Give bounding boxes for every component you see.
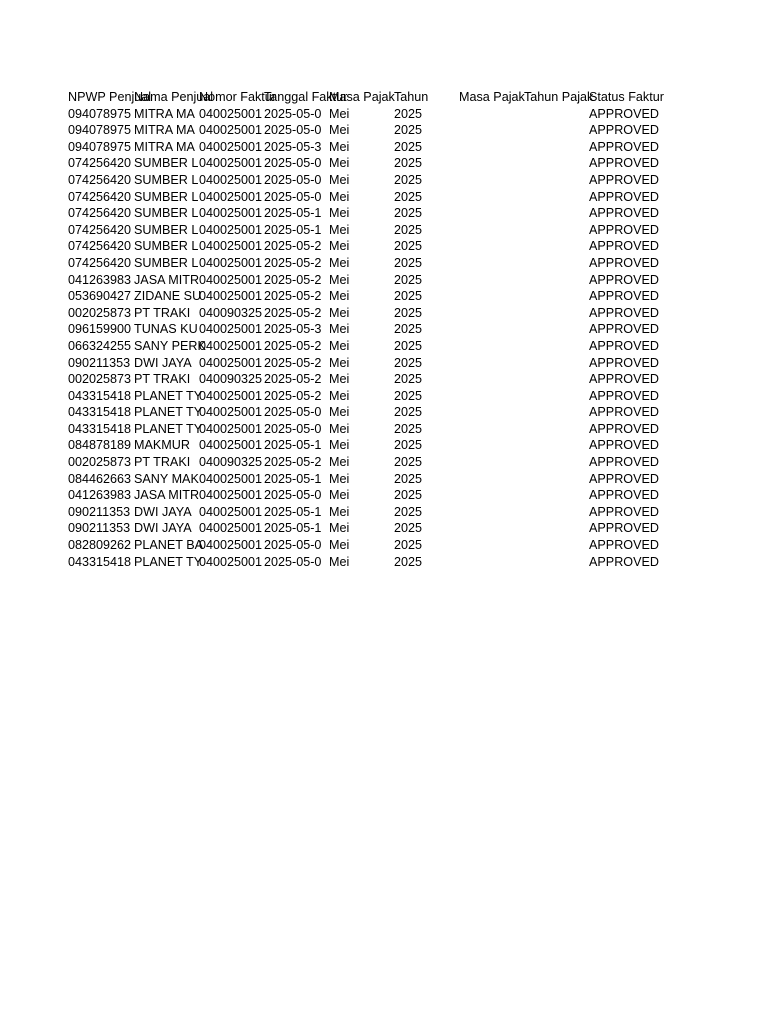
cell-nomor-faktur[interactable]: 040025001 (199, 488, 263, 503)
cell-tahun[interactable]: 2025 (394, 421, 423, 436)
cell-nama-penjual[interactable]: DWI JAYA (134, 355, 192, 370)
cell-npwp-penjual[interactable]: 043315418 (68, 421, 132, 436)
cell-status-faktur[interactable]: APPROVED (589, 222, 659, 237)
cell-status-faktur[interactable]: APPROVED (589, 123, 659, 138)
cell-status-faktur[interactable]: APPROVED (589, 471, 659, 486)
cell-nama-penjual[interactable]: SUMBER L (134, 206, 199, 221)
cell-npwp-penjual[interactable]: 002025873 (68, 305, 132, 320)
cell-status-faktur[interactable]: APPROVED (589, 206, 659, 221)
cell-nama-penjual[interactable]: SUMBER L (134, 255, 199, 270)
cell-tahun[interactable]: 2025 (394, 538, 423, 553)
header-nama-penjual[interactable]: Nama Penjual (134, 90, 214, 104)
cell-npwp-penjual[interactable]: 096159900 (68, 322, 132, 337)
cell-tahun[interactable]: 2025 (394, 206, 423, 221)
cell-nama-penjual[interactable]: MAKMUR (134, 438, 190, 453)
cell-status-faktur[interactable]: APPROVED (589, 106, 659, 121)
cell-status-faktur[interactable]: APPROVED (589, 156, 659, 171)
cell-npwp-penjual[interactable]: 002025873 (68, 372, 132, 387)
cell-tahun[interactable]: 2025 (394, 305, 423, 320)
cell-nomor-faktur[interactable]: 040025001 (199, 538, 263, 553)
cell-tahun[interactable]: 2025 (394, 322, 423, 337)
cell-status-faktur[interactable]: APPROVED (589, 239, 659, 254)
cell-nama-penjual[interactable]: DWI JAYA (134, 521, 192, 536)
cell-masa-pajak[interactable]: Mei (329, 206, 350, 221)
cell-nama-penjual[interactable]: MITRA MA (134, 123, 195, 138)
cell-npwp-penjual[interactable]: 090211353 (68, 355, 131, 370)
cell-npwp-penjual[interactable]: 074256420 (68, 222, 132, 237)
cell-nomor-faktur[interactable]: 040025001 (199, 222, 263, 237)
cell-status-faktur[interactable]: APPROVED (589, 538, 659, 553)
cell-tanggal-faktur[interactable]: 2025-05-2 (264, 239, 322, 254)
cell-masa-pajak[interactable]: Mei (329, 322, 350, 337)
cell-masa-pajak[interactable]: Mei (329, 272, 350, 287)
cell-nomor-faktur[interactable]: 040025001 (199, 355, 263, 370)
cell-tahun[interactable]: 2025 (394, 139, 423, 154)
cell-tanggal-faktur[interactable]: 2025-05-0 (264, 538, 322, 553)
cell-tanggal-faktur[interactable]: 2025-05-2 (264, 289, 322, 304)
cell-npwp-penjual[interactable]: 041263983 (68, 488, 132, 503)
cell-tahun[interactable]: 2025 (394, 222, 423, 237)
cell-tahun[interactable]: 2025 (394, 338, 423, 353)
cell-tahun[interactable]: 2025 (394, 388, 423, 403)
cell-masa-pajak[interactable]: Mei (329, 488, 350, 503)
cell-status-faktur[interactable]: APPROVED (589, 388, 659, 403)
cell-tahun[interactable]: 2025 (394, 156, 423, 171)
cell-npwp-penjual[interactable]: 066324255 (68, 338, 132, 353)
header-masa-pajak-2[interactable]: Masa Pajak (459, 90, 525, 104)
cell-nomor-faktur[interactable]: 040025001 (199, 471, 263, 486)
cell-masa-pajak[interactable]: Mei (329, 222, 350, 237)
cell-status-faktur[interactable]: APPROVED (589, 504, 659, 519)
cell-npwp-penjual[interactable]: 094078975 (68, 106, 132, 121)
header-tanggal-faktur[interactable]: Tanggal Faktur (264, 90, 348, 104)
header-nomor-faktur[interactable]: Nomor Faktur (199, 90, 276, 104)
cell-masa-pajak[interactable]: Mei (329, 438, 350, 453)
cell-npwp-penjual[interactable]: 074256420 (68, 239, 132, 254)
cell-tahun[interactable]: 2025 (394, 289, 423, 304)
cell-nama-penjual[interactable]: PT TRAKI (134, 455, 191, 470)
cell-tanggal-faktur[interactable]: 2025-05-0 (264, 106, 322, 121)
cell-tanggal-faktur[interactable]: 2025-05-2 (264, 338, 322, 353)
cell-tahun[interactable]: 2025 (394, 239, 423, 254)
cell-status-faktur[interactable]: APPROVED (589, 355, 659, 370)
cell-nomor-faktur[interactable]: 040025001 (199, 438, 263, 453)
cell-status-faktur[interactable]: APPROVED (589, 455, 659, 470)
header-status-faktur[interactable]: Status Faktur (589, 90, 664, 104)
cell-tanggal-faktur[interactable]: 2025-05-1 (264, 521, 322, 536)
cell-nama-penjual[interactable]: SANY PERK (134, 338, 206, 353)
cell-npwp-penjual[interactable]: 094078975 (68, 123, 132, 138)
cell-status-faktur[interactable]: APPROVED (589, 189, 659, 204)
cell-nomor-faktur[interactable]: 040025001 (199, 206, 263, 221)
cell-status-faktur[interactable]: APPROVED (589, 372, 659, 387)
cell-npwp-penjual[interactable]: 043315418 (68, 554, 132, 569)
cell-nomor-faktur[interactable]: 040025001 (199, 504, 263, 519)
cell-masa-pajak[interactable]: Mei (329, 521, 350, 536)
cell-npwp-penjual[interactable]: 074256420 (68, 206, 132, 221)
cell-masa-pajak[interactable]: Mei (329, 538, 350, 553)
cell-tanggal-faktur[interactable]: 2025-05-1 (264, 206, 322, 221)
cell-masa-pajak[interactable]: Mei (329, 471, 350, 486)
cell-nomor-faktur[interactable]: 040025001 (199, 421, 263, 436)
cell-tanggal-faktur[interactable]: 2025-05-2 (264, 455, 322, 470)
cell-tanggal-faktur[interactable]: 2025-05-0 (264, 488, 322, 503)
cell-npwp-penjual[interactable]: 041263983 (68, 272, 132, 287)
cell-nomor-faktur[interactable]: 040025001 (199, 322, 263, 337)
cell-nama-penjual[interactable]: JASA MITR (134, 488, 200, 503)
cell-tanggal-faktur[interactable]: 2025-05-1 (264, 222, 322, 237)
cell-nama-penjual[interactable]: MITRA MA (134, 106, 195, 121)
cell-nomor-faktur[interactable]: 040025001 (199, 239, 263, 254)
cell-masa-pajak[interactable]: Mei (329, 289, 350, 304)
cell-status-faktur[interactable]: APPROVED (589, 554, 659, 569)
cell-tahun[interactable]: 2025 (394, 123, 423, 138)
cell-npwp-penjual[interactable]: 084462663 (68, 471, 132, 486)
cell-nomor-faktur[interactable]: 040090325 (199, 372, 263, 387)
cell-nama-penjual[interactable]: JASA MITR (134, 272, 200, 287)
cell-npwp-penjual[interactable]: 094078975 (68, 139, 132, 154)
cell-tanggal-faktur[interactable]: 2025-05-0 (264, 172, 322, 187)
cell-tahun[interactable]: 2025 (394, 405, 423, 420)
cell-tahun[interactable]: 2025 (394, 355, 423, 370)
cell-masa-pajak[interactable]: Mei (329, 123, 350, 138)
cell-tahun[interactable]: 2025 (394, 372, 423, 387)
cell-npwp-penjual[interactable]: 074256420 (68, 189, 132, 204)
cell-nomor-faktur[interactable]: 040025001 (199, 272, 263, 287)
cell-tahun[interactable]: 2025 (394, 554, 423, 569)
cell-masa-pajak[interactable]: Mei (329, 156, 350, 171)
cell-npwp-penjual[interactable]: 090211353 (68, 504, 131, 519)
cell-nomor-faktur[interactable]: 040025001 (199, 156, 263, 171)
cell-masa-pajak[interactable]: Mei (329, 504, 350, 519)
cell-tanggal-faktur[interactable]: 2025-05-2 (264, 372, 322, 387)
cell-status-faktur[interactable]: APPROVED (589, 322, 659, 337)
cell-nama-penjual[interactable]: PLANET TY (134, 554, 203, 569)
cell-tanggal-faktur[interactable]: 2025-05-0 (264, 421, 322, 436)
cell-tanggal-faktur[interactable]: 2025-05-0 (264, 405, 322, 420)
cell-tanggal-faktur[interactable]: 2025-05-0 (264, 554, 322, 569)
cell-status-faktur[interactable]: APPROVED (589, 255, 659, 270)
cell-masa-pajak[interactable]: Mei (329, 421, 350, 436)
cell-tahun[interactable]: 2025 (394, 521, 423, 536)
cell-nama-penjual[interactable]: PLANET TY (134, 405, 203, 420)
cell-nama-penjual[interactable]: PLANET BA (134, 538, 204, 553)
cell-masa-pajak[interactable]: Mei (329, 255, 350, 270)
cell-nama-penjual[interactable]: PT TRAKI (134, 305, 191, 320)
cell-nama-penjual[interactable]: SUMBER L (134, 222, 199, 237)
cell-masa-pajak[interactable]: Mei (329, 106, 350, 121)
header-tahun-pajak[interactable]: Tahun Pajak (524, 90, 594, 104)
cell-nama-penjual[interactable]: SUMBER L (134, 189, 199, 204)
cell-status-faktur[interactable]: APPROVED (589, 289, 659, 304)
cell-masa-pajak[interactable]: Mei (329, 388, 350, 403)
cell-masa-pajak[interactable]: Mei (329, 172, 350, 187)
cell-tanggal-faktur[interactable]: 2025-05-2 (264, 255, 322, 270)
cell-nomor-faktur[interactable]: 040025001 (199, 289, 263, 304)
cell-status-faktur[interactable]: APPROVED (589, 488, 659, 503)
cell-status-faktur[interactable]: APPROVED (589, 521, 659, 536)
cell-tanggal-faktur[interactable]: 2025-05-1 (264, 438, 322, 453)
cell-status-faktur[interactable]: APPROVED (589, 338, 659, 353)
cell-tanggal-faktur[interactable]: 2025-05-2 (264, 272, 322, 287)
cell-npwp-penjual[interactable]: 082809262 (68, 538, 132, 553)
cell-tahun[interactable]: 2025 (394, 488, 423, 503)
cell-status-faktur[interactable]: APPROVED (589, 438, 659, 453)
cell-nama-penjual[interactable]: SUMBER L (134, 156, 199, 171)
cell-tanggal-faktur[interactable]: 2025-05-0 (264, 189, 322, 204)
cell-nama-penjual[interactable]: DWI JAYA (134, 504, 192, 519)
cell-status-faktur[interactable]: APPROVED (589, 172, 659, 187)
cell-nomor-faktur[interactable]: 040025001 (199, 338, 263, 353)
cell-tahun[interactable]: 2025 (394, 438, 423, 453)
cell-npwp-penjual[interactable]: 002025873 (68, 455, 132, 470)
cell-tahun[interactable]: 2025 (394, 255, 423, 270)
cell-nomor-faktur[interactable]: 040025001 (199, 405, 263, 420)
cell-nomor-faktur[interactable]: 040025001 (199, 106, 263, 121)
cell-masa-pajak[interactable]: Mei (329, 338, 350, 353)
cell-nama-penjual[interactable]: SUMBER L (134, 172, 199, 187)
cell-masa-pajak[interactable]: Mei (329, 455, 350, 470)
cell-tahun[interactable]: 2025 (394, 455, 423, 470)
cell-tanggal-faktur[interactable]: 2025-05-1 (264, 471, 322, 486)
cell-nama-penjual[interactable]: MITRA MA (134, 139, 195, 154)
cell-tanggal-faktur[interactable]: 2025-05-2 (264, 355, 322, 370)
cell-tanggal-faktur[interactable]: 2025-05-1 (264, 504, 322, 519)
cell-npwp-penjual[interactable]: 074256420 (68, 156, 132, 171)
cell-masa-pajak[interactable]: Mei (329, 139, 350, 154)
cell-nomor-faktur[interactable]: 040090325 (199, 455, 263, 470)
cell-masa-pajak[interactable]: Mei (329, 405, 350, 420)
cell-tahun[interactable]: 2025 (394, 272, 423, 287)
cell-masa-pajak[interactable]: Mei (329, 355, 350, 370)
cell-status-faktur[interactable]: APPROVED (589, 405, 659, 420)
cell-tanggal-faktur[interactable]: 2025-05-2 (264, 305, 322, 320)
cell-tanggal-faktur[interactable]: 2025-05-3 (264, 139, 322, 154)
cell-nomor-faktur[interactable]: 040025001 (199, 189, 263, 204)
cell-masa-pajak[interactable]: Mei (329, 305, 350, 320)
cell-nama-penjual[interactable]: PLANET TY (134, 388, 203, 403)
cell-npwp-penjual[interactable]: 053690427 (68, 289, 132, 304)
cell-nama-penjual[interactable]: PLANET TY (134, 421, 203, 436)
cell-tahun[interactable]: 2025 (394, 172, 423, 187)
cell-npwp-penjual[interactable]: 043315418 (68, 405, 132, 420)
cell-nomor-faktur[interactable]: 040025001 (199, 554, 263, 569)
cell-nomor-faktur[interactable]: 040025001 (199, 521, 263, 536)
cell-tanggal-faktur[interactable]: 2025-05-3 (264, 322, 322, 337)
cell-nama-penjual[interactable]: SANY MAK (134, 471, 199, 486)
cell-npwp-penjual[interactable]: 043315418 (68, 388, 132, 403)
cell-nomor-faktur[interactable]: 040025001 (199, 123, 263, 138)
cell-nama-penjual[interactable]: TUNAS KU (134, 322, 198, 337)
cell-tahun[interactable]: 2025 (394, 471, 423, 486)
cell-status-faktur[interactable]: APPROVED (589, 421, 659, 436)
cell-masa-pajak[interactable]: Mei (329, 372, 350, 387)
header-tahun[interactable]: Tahun (394, 90, 429, 104)
cell-nomor-faktur[interactable]: 040025001 (199, 255, 263, 270)
cell-npwp-penjual[interactable]: 084878189 (68, 438, 132, 453)
header-npwp-penjual[interactable]: NPWP Penjual (68, 90, 152, 104)
cell-tanggal-faktur[interactable]: 2025-05-0 (264, 123, 322, 138)
cell-npwp-penjual[interactable]: 074256420 (68, 255, 132, 270)
cell-nomor-faktur[interactable]: 040090325 (199, 305, 263, 320)
cell-status-faktur[interactable]: APPROVED (589, 305, 659, 320)
cell-npwp-penjual[interactable]: 074256420 (68, 172, 132, 187)
cell-status-faktur[interactable]: APPROVED (589, 139, 659, 154)
cell-status-faktur[interactable]: APPROVED (589, 272, 659, 287)
cell-masa-pajak[interactable]: Mei (329, 239, 350, 254)
cell-nama-penjual[interactable]: PT TRAKI (134, 372, 191, 387)
cell-nomor-faktur[interactable]: 040025001 (199, 172, 263, 187)
cell-nama-penjual[interactable]: SUMBER L (134, 239, 199, 254)
cell-nomor-faktur[interactable]: 040025001 (199, 388, 263, 403)
cell-tahun[interactable]: 2025 (394, 106, 423, 121)
cell-nomor-faktur[interactable]: 040025001 (199, 139, 263, 154)
cell-tanggal-faktur[interactable]: 2025-05-2 (264, 388, 322, 403)
cell-npwp-penjual[interactable]: 090211353 (68, 521, 131, 536)
cell-masa-pajak[interactable]: Mei (329, 189, 350, 204)
cell-nama-penjual[interactable]: ZIDANE SU (134, 289, 202, 304)
cell-tanggal-faktur[interactable]: 2025-05-0 (264, 156, 322, 171)
cell-tahun[interactable]: 2025 (394, 189, 423, 204)
cell-masa-pajak[interactable]: Mei (329, 554, 350, 569)
cell-tahun[interactable]: 2025 (394, 504, 423, 519)
header-masa-pajak[interactable]: Masa Pajak (329, 90, 395, 104)
